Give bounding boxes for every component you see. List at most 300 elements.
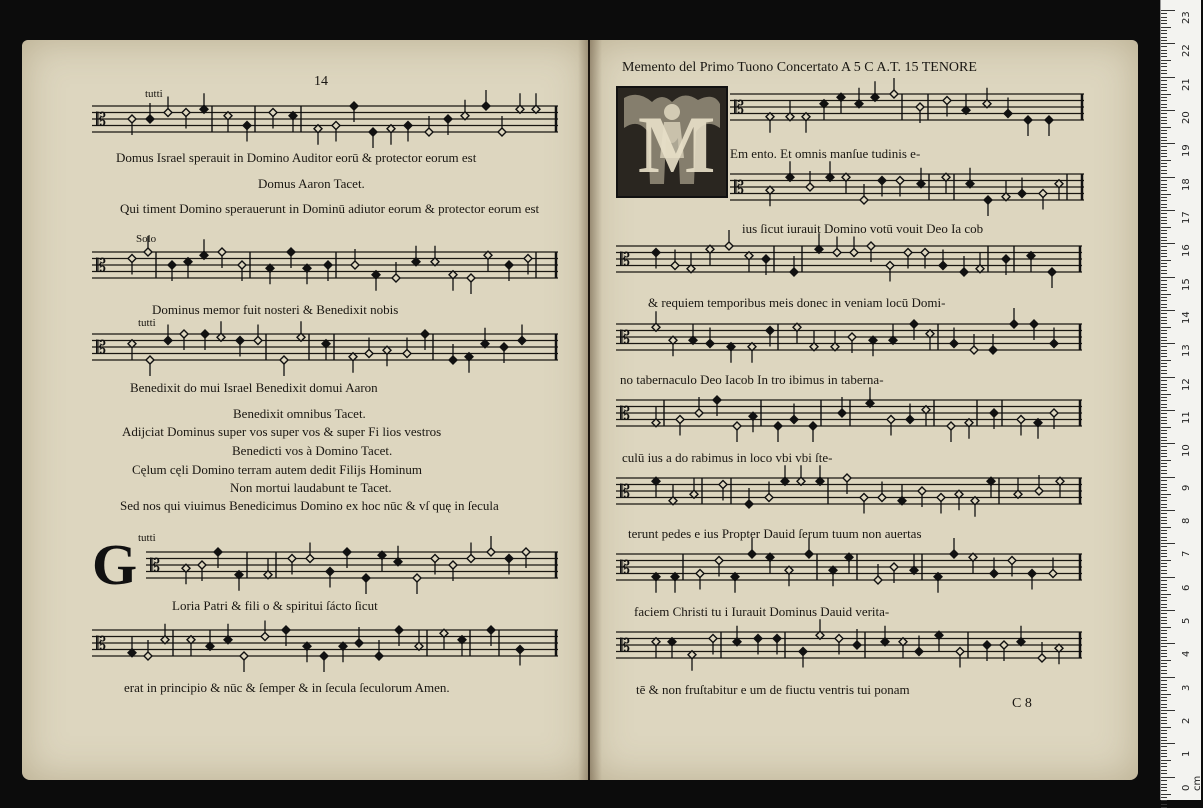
ruler-minor-tick xyxy=(1161,670,1167,671)
ruler-minor-tick xyxy=(1161,46,1167,47)
ruler-minor-tick xyxy=(1161,627,1171,628)
ruler-minor-tick xyxy=(1161,73,1167,74)
ruler-minor-tick xyxy=(1161,487,1167,488)
ruler-tick xyxy=(1161,610,1175,611)
ruler-label: 5 xyxy=(1181,617,1192,624)
ruler-minor-tick xyxy=(1161,90,1167,91)
ruler-minor-tick xyxy=(1161,220,1167,221)
voice-label-tutti-2: tutti xyxy=(138,317,156,329)
text-left-11: Sed nos qui viuimus Benedicimus Domino ex hoc nūc & vſ quę in ſecula xyxy=(120,498,499,513)
ruler-minor-tick xyxy=(1161,213,1167,214)
ruler-tick xyxy=(1161,477,1175,478)
svg-text:𝄡: 𝄡 xyxy=(96,337,107,359)
ruler-minor-tick xyxy=(1161,480,1167,481)
ruler-minor-tick xyxy=(1161,687,1167,688)
ruler-tick xyxy=(1161,377,1175,378)
ruler-minor-tick xyxy=(1161,517,1167,518)
text-left-10: Non mortui laudabunt te Tacet. xyxy=(230,480,392,495)
ruler-tick xyxy=(1161,577,1175,578)
ruler-minor-tick xyxy=(1161,63,1167,64)
lyrics-right-2: ius ſicut iurauit Domino votū vouit Deo Ia cob xyxy=(742,221,984,236)
ruler-minor-tick xyxy=(1161,133,1167,134)
ruler-minor-tick xyxy=(1161,260,1171,261)
ruler-minor-tick xyxy=(1161,407,1167,408)
ruler-minor-tick xyxy=(1161,420,1167,421)
ruler-minor-tick xyxy=(1161,250,1167,251)
music-staff-right-4 xyxy=(616,318,1082,362)
ruler-minor-tick xyxy=(1161,523,1167,524)
voice-label-tutti: tutti xyxy=(145,88,163,100)
ruler-minor-tick xyxy=(1161,200,1167,201)
ruler-minor-tick xyxy=(1161,630,1167,631)
text-left-9: Cęlum cęli Domino terram autem dedit Filijs Hominum xyxy=(132,462,422,477)
lyrics-left-13: erat in principio & nūc & ſemper & in ſecula ſeculorum Amen. xyxy=(124,680,450,695)
ruler-minor-tick xyxy=(1161,473,1167,474)
ruler-minor-tick xyxy=(1161,30,1167,31)
music-staff-right-3 xyxy=(616,240,1082,284)
ruler-minor-tick xyxy=(1161,750,1167,751)
svg-text:𝄡: 𝄡 xyxy=(734,177,745,199)
ruler-minor-tick xyxy=(1161,223,1167,224)
music-staff-right-6 xyxy=(616,472,1082,516)
ruler-minor-tick xyxy=(1161,360,1171,361)
ruler-minor-tick xyxy=(1161,356,1167,357)
ruler-minor-tick xyxy=(1161,623,1167,624)
ruler-tick xyxy=(1161,510,1175,511)
ruler-minor-tick xyxy=(1161,70,1167,71)
lyrics-right-4: no tabernaculo Deo Iacob In tro ibimus in taberna- xyxy=(620,372,884,387)
text-left-6: Benedixit omnibus Tacet. xyxy=(233,406,366,421)
ruler-minor-tick xyxy=(1161,353,1167,354)
ruler-minor-tick xyxy=(1161,340,1167,341)
ruler-minor-tick xyxy=(1161,273,1167,274)
ruler-minor-tick xyxy=(1161,550,1167,551)
ruler-minor-tick xyxy=(1161,156,1167,157)
ruler-tick xyxy=(1161,743,1175,744)
ruler-minor-tick xyxy=(1161,733,1167,734)
ruler-minor-tick xyxy=(1161,287,1167,288)
ruler-minor-tick xyxy=(1161,513,1167,514)
ruler-minor-tick xyxy=(1161,327,1171,328)
ruler-minor-tick xyxy=(1161,240,1167,241)
svg-text:𝄡: 𝄡 xyxy=(620,327,631,349)
svg-text:𝄡: 𝄡 xyxy=(96,109,107,131)
ruler-minor-tick xyxy=(1161,460,1171,461)
ruler-label: 20 xyxy=(1181,111,1192,124)
ruler-minor-tick xyxy=(1161,294,1171,295)
ruler-label: 7 xyxy=(1181,550,1192,557)
ruler-tick xyxy=(1161,410,1175,411)
ruler-label: 18 xyxy=(1181,178,1192,191)
ruler-minor-tick xyxy=(1161,660,1171,661)
ruler-minor-tick xyxy=(1161,637,1167,638)
ruler-minor-tick xyxy=(1161,694,1171,695)
ruler-minor-tick xyxy=(1161,446,1167,447)
lyrics-right-8: tē & non fruſtabitur e um de fiuctu ventris tui ponam xyxy=(636,682,910,697)
ruler-minor-tick xyxy=(1161,123,1167,124)
ruler-tick xyxy=(1161,677,1175,678)
music-staff-left-3 xyxy=(92,328,558,372)
ruler-minor-tick xyxy=(1161,20,1167,21)
ruler-minor-tick xyxy=(1161,113,1167,114)
ruler-minor-tick xyxy=(1161,330,1167,331)
ruler-minor-tick xyxy=(1161,246,1167,247)
ruler-minor-tick xyxy=(1161,266,1167,267)
ruler-minor-tick xyxy=(1161,373,1167,374)
ruler-tick xyxy=(1161,10,1175,11)
ruler-minor-tick xyxy=(1161,584,1167,585)
ruler-label: 0 cm xyxy=(1181,775,1203,791)
ruler-minor-tick xyxy=(1161,413,1167,414)
ruler-minor-tick xyxy=(1161,540,1167,541)
ruler-minor-tick xyxy=(1161,527,1171,528)
ruler-minor-tick xyxy=(1161,417,1167,418)
ruler-minor-tick xyxy=(1161,33,1167,34)
ruler-minor-tick xyxy=(1161,187,1167,188)
ruler-minor-tick xyxy=(1161,740,1167,741)
ruler-minor-tick xyxy=(1161,337,1167,338)
music-staff-left-2 xyxy=(92,246,558,290)
ruler-minor-tick xyxy=(1161,270,1167,271)
book-gutter xyxy=(578,40,602,780)
ruler-minor-tick xyxy=(1161,256,1167,257)
ruler-minor-tick xyxy=(1161,433,1167,434)
ruler-minor-tick xyxy=(1161,650,1167,651)
ruler-minor-tick xyxy=(1161,130,1167,131)
ruler-minor-tick xyxy=(1161,370,1167,371)
lyrics-right-1: Em ento. Et omnis manſue tudinis e- xyxy=(730,146,921,161)
ruler-minor-tick xyxy=(1161,440,1167,441)
ruler-minor-tick xyxy=(1161,640,1167,641)
ruler-tick xyxy=(1161,643,1175,644)
ruler-minor-tick xyxy=(1161,194,1171,195)
ruler-tick xyxy=(1161,310,1175,311)
ruler-minor-tick xyxy=(1161,760,1171,761)
svg-text:𝄡: 𝄡 xyxy=(96,255,107,277)
ruler-minor-tick xyxy=(1161,66,1167,67)
ruler-minor-tick xyxy=(1161,320,1167,321)
ruler-minor-tick xyxy=(1161,597,1167,598)
ruler-minor-tick xyxy=(1161,453,1167,454)
ruler-minor-tick xyxy=(1161,684,1167,685)
ruler-minor-tick xyxy=(1161,617,1167,618)
svg-text:𝄡: 𝄡 xyxy=(620,403,631,425)
music-staff-left-5 xyxy=(92,624,558,668)
ruler-minor-tick xyxy=(1161,150,1167,151)
music-staff-left-1 xyxy=(92,100,558,144)
ruler-minor-tick xyxy=(1161,566,1167,567)
ruler-minor-tick xyxy=(1161,494,1171,495)
ruler-minor-tick xyxy=(1161,394,1171,395)
ruler-minor-tick xyxy=(1161,237,1167,238)
page-header-right: Memento del Primo Tuono Concertato A 5 C A.T. 15 TENORE xyxy=(622,60,977,75)
ruler-minor-tick xyxy=(1161,84,1167,85)
ruler-minor-tick xyxy=(1161,633,1167,634)
ruler-label: 8 xyxy=(1181,517,1192,524)
ruler-minor-tick xyxy=(1161,797,1167,798)
ruler-minor-tick xyxy=(1161,423,1167,424)
ruler-minor-tick xyxy=(1161,713,1167,714)
ruler-minor-tick xyxy=(1161,197,1167,198)
ruler-minor-tick xyxy=(1161,120,1167,121)
ruler-minor-tick xyxy=(1161,27,1171,28)
ruler-minor-tick xyxy=(1161,553,1167,554)
lyrics-left-12: Loria Patri & fili o & spiritui ſácto ſicut xyxy=(172,598,378,613)
ruler-minor-tick xyxy=(1161,297,1167,298)
ruler-minor-tick xyxy=(1161,300,1167,301)
ruler-minor-tick xyxy=(1161,366,1167,367)
ruler-minor-tick xyxy=(1161,746,1167,747)
ruler-label: 16 xyxy=(1181,244,1192,257)
ruler-tick xyxy=(1161,710,1175,711)
ruler-minor-tick xyxy=(1161,227,1171,228)
ruler-tick xyxy=(1161,343,1175,344)
ruler-minor-tick xyxy=(1161,87,1167,88)
ruler-minor-tick xyxy=(1161,53,1167,54)
ruler-minor-tick xyxy=(1161,390,1167,391)
music-staff-right-2 xyxy=(730,168,1084,212)
voice-label-tutti-3: tutti xyxy=(138,532,156,544)
ruler-minor-tick xyxy=(1161,204,1167,205)
ruler-minor-tick xyxy=(1161,500,1167,501)
ruler-minor-tick xyxy=(1161,580,1167,581)
ruler-minor-tick xyxy=(1161,673,1167,674)
ruler-minor-tick xyxy=(1161,773,1167,774)
ruler-minor-tick xyxy=(1161,233,1167,234)
ruler-tick xyxy=(1161,277,1175,278)
ruler-label: 11 xyxy=(1181,411,1192,424)
ruler-minor-tick xyxy=(1161,604,1167,605)
ruler-minor-tick xyxy=(1161,646,1167,647)
ruler-minor-tick xyxy=(1161,613,1167,614)
music-staff-left-4 xyxy=(146,546,558,590)
ruler-minor-tick xyxy=(1161,317,1167,318)
ruler-minor-tick xyxy=(1161,230,1167,231)
ruler-minor-tick xyxy=(1161,137,1167,138)
ruler-tick xyxy=(1161,143,1175,144)
ruler-minor-tick xyxy=(1161,190,1167,191)
ruler-minor-tick xyxy=(1161,563,1167,564)
ruler-minor-tick xyxy=(1161,620,1167,621)
ruler-label: 17 xyxy=(1181,211,1192,224)
ruler-minor-tick xyxy=(1161,397,1167,398)
ruler-minor-tick xyxy=(1161,217,1167,218)
ruler-minor-tick xyxy=(1161,173,1167,174)
ruler-minor-tick xyxy=(1161,804,1167,805)
ruler-minor-tick xyxy=(1161,607,1167,608)
ruler-tick xyxy=(1161,443,1175,444)
ruler-minor-tick xyxy=(1161,284,1167,285)
ruler-minor-tick xyxy=(1161,400,1167,401)
ruler-minor-tick xyxy=(1161,590,1167,591)
ruler-label: 21 xyxy=(1181,78,1192,91)
ruler-minor-tick xyxy=(1161,350,1167,351)
ruler-minor-tick xyxy=(1161,720,1167,721)
ruler-minor-tick xyxy=(1161,700,1167,701)
ruler-tick xyxy=(1161,110,1175,111)
ruler-minor-tick xyxy=(1161,450,1167,451)
ruler-minor-tick xyxy=(1161,13,1167,14)
lyrics-left-1: Domus Israel sperauit in Domino Auditor eorū & protector eorum est xyxy=(116,150,477,165)
ruler-tick xyxy=(1161,77,1175,78)
ruler-minor-tick xyxy=(1161,790,1167,791)
ruler-minor-tick xyxy=(1161,504,1167,505)
measurement-ruler xyxy=(1160,0,1201,800)
ruler-minor-tick xyxy=(1161,560,1171,561)
svg-text:𝄡: 𝄡 xyxy=(734,97,745,119)
svg-text:𝄡: 𝄡 xyxy=(620,481,631,503)
ruler-minor-tick xyxy=(1161,537,1167,538)
ruler-minor-tick xyxy=(1161,107,1167,108)
ruler-label: 15 xyxy=(1181,278,1192,291)
ruler-minor-tick xyxy=(1161,770,1167,771)
svg-text:𝄡: 𝄡 xyxy=(96,633,107,655)
ruler-minor-tick xyxy=(1161,507,1167,508)
ruler-minor-tick xyxy=(1161,380,1167,381)
ruler-minor-tick xyxy=(1161,573,1167,574)
ruler-minor-tick xyxy=(1161,666,1167,667)
ruler-label: 9 xyxy=(1181,484,1192,491)
ruler-minor-tick xyxy=(1161,463,1167,464)
music-staff-right-7 xyxy=(616,548,1082,592)
ruler-label: 2 xyxy=(1181,717,1192,724)
ruler-minor-tick xyxy=(1161,520,1167,521)
ruler-minor-tick xyxy=(1161,437,1167,438)
ruler-minor-tick xyxy=(1161,484,1167,485)
svg-text:𝄡: 𝄡 xyxy=(150,555,161,577)
ruler-minor-tick xyxy=(1161,17,1167,18)
ruler-minor-tick xyxy=(1161,104,1167,105)
lyrics-left-5: Benedixit do mui Israel Benedixit domui Aaron xyxy=(130,380,378,395)
ruler-minor-tick xyxy=(1161,787,1167,788)
ruler-minor-tick xyxy=(1161,717,1167,718)
ruler-minor-tick xyxy=(1161,570,1167,571)
ruler-tick xyxy=(1161,777,1175,778)
lyrics-right-6: terunt pedes e ius Propter Dauid ſerum tuum non auertas xyxy=(628,526,922,541)
ruler-minor-tick xyxy=(1161,653,1167,654)
ruler-minor-tick xyxy=(1161,587,1167,588)
ruler-minor-tick xyxy=(1161,94,1171,95)
ruler-minor-tick xyxy=(1161,490,1167,491)
ruler-minor-tick xyxy=(1161,163,1167,164)
svg-text:𝄡: 𝄡 xyxy=(620,557,631,579)
music-staff-right-5 xyxy=(616,394,1082,438)
ruler-minor-tick xyxy=(1161,384,1167,385)
music-staff-right-8 xyxy=(616,626,1082,670)
ruler-minor-tick xyxy=(1161,140,1167,141)
lyrics-right-5: culū ius a do rabimus in loco vbi vbi ſte- xyxy=(622,450,833,465)
ruler-minor-tick xyxy=(1161,466,1167,467)
ruler-tick xyxy=(1161,543,1175,544)
ruler-minor-tick xyxy=(1161,180,1167,181)
signature-mark: C 8 xyxy=(1012,696,1032,711)
ruler-minor-tick xyxy=(1161,37,1167,38)
ruler-minor-tick xyxy=(1161,307,1167,308)
ruler-minor-tick xyxy=(1161,146,1167,147)
ruler-minor-tick xyxy=(1161,727,1171,728)
text-left-3: Qui timent Domino sperauerunt in Dominū adiutor eorum & protector eorum est xyxy=(120,201,540,216)
ruler-minor-tick xyxy=(1161,530,1167,531)
ruler-minor-tick xyxy=(1161,117,1167,118)
ruler-minor-tick xyxy=(1161,127,1171,128)
text-left-7: Adijciat Dominus super vos super vos & super Fi lios vestros xyxy=(122,424,442,439)
historiated-initial-m xyxy=(616,86,728,198)
ruler-minor-tick xyxy=(1161,663,1167,664)
ruler-label: 19 xyxy=(1181,144,1192,157)
ruler-minor-tick xyxy=(1161,170,1167,171)
ruler-tick xyxy=(1161,210,1175,211)
ruler-minor-tick xyxy=(1161,723,1167,724)
ruler-minor-tick xyxy=(1161,680,1167,681)
ruler-minor-tick xyxy=(1161,766,1167,767)
ruler-minor-tick xyxy=(1161,160,1171,161)
ruler-label: 23 xyxy=(1181,11,1192,24)
ruler-minor-tick xyxy=(1161,346,1167,347)
ruler-minor-tick xyxy=(1161,704,1167,705)
ruler-minor-tick xyxy=(1161,323,1167,324)
ruler-minor-tick xyxy=(1161,56,1167,57)
svg-text:𝄡: 𝄡 xyxy=(620,249,631,271)
ruler-minor-tick xyxy=(1161,313,1167,314)
ruler-minor-tick xyxy=(1161,800,1167,801)
ruler-label: 12 xyxy=(1181,378,1192,391)
ruler-label: 10 xyxy=(1181,444,1192,457)
ruler-label: 1 xyxy=(1181,750,1192,757)
drop-cap-g: G xyxy=(92,532,138,597)
ruler-minor-tick xyxy=(1161,184,1167,185)
svg-text:𝄡: 𝄡 xyxy=(620,635,631,657)
ruler-minor-tick xyxy=(1161,794,1171,795)
ruler-minor-tick xyxy=(1161,40,1167,41)
ruler-minor-tick xyxy=(1161,594,1171,595)
ruler-tick xyxy=(1161,43,1175,44)
ruler-minor-tick xyxy=(1161,60,1171,61)
lyrics-right-3: & requiem temporibus meis donec in veniam locū Domi- xyxy=(648,295,946,310)
ruler-minor-tick xyxy=(1161,166,1167,167)
ruler-minor-tick xyxy=(1161,756,1167,757)
ruler-minor-tick xyxy=(1161,427,1171,428)
ruler-minor-tick xyxy=(1161,363,1167,364)
ruler-minor-tick xyxy=(1161,207,1167,208)
ruler-label: 13 xyxy=(1181,344,1192,357)
ruler-minor-tick xyxy=(1161,404,1167,405)
ruler-minor-tick xyxy=(1161,456,1167,457)
voice-label-solo: Solo xyxy=(136,233,157,245)
ruler-minor-tick xyxy=(1161,80,1167,81)
ruler-minor-tick xyxy=(1161,533,1167,534)
ruler-minor-tick xyxy=(1161,280,1167,281)
ruler-minor-tick xyxy=(1161,730,1167,731)
ruler-minor-tick xyxy=(1161,253,1167,254)
ruler-minor-tick xyxy=(1161,497,1167,498)
ruler-minor-tick xyxy=(1161,656,1167,657)
text-left-8: Benedicti vos à Domino Tacet. xyxy=(232,443,393,458)
drop-cap-m: M xyxy=(638,99,716,190)
ruler-minor-tick xyxy=(1161,600,1167,601)
ruler-tick xyxy=(1161,243,1175,244)
ruler-minor-tick xyxy=(1161,430,1167,431)
music-staff-right-1 xyxy=(730,88,1084,132)
ruler-minor-tick xyxy=(1161,690,1167,691)
ruler-minor-tick xyxy=(1161,97,1167,98)
ruler-minor-tick xyxy=(1161,707,1167,708)
ruler-minor-tick xyxy=(1161,784,1167,785)
ruler-minor-tick xyxy=(1161,780,1167,781)
ruler-minor-tick xyxy=(1161,333,1167,334)
ruler-minor-tick xyxy=(1161,100,1167,101)
ruler-label: 3 xyxy=(1181,684,1192,691)
ruler-label: 6 xyxy=(1181,584,1192,591)
